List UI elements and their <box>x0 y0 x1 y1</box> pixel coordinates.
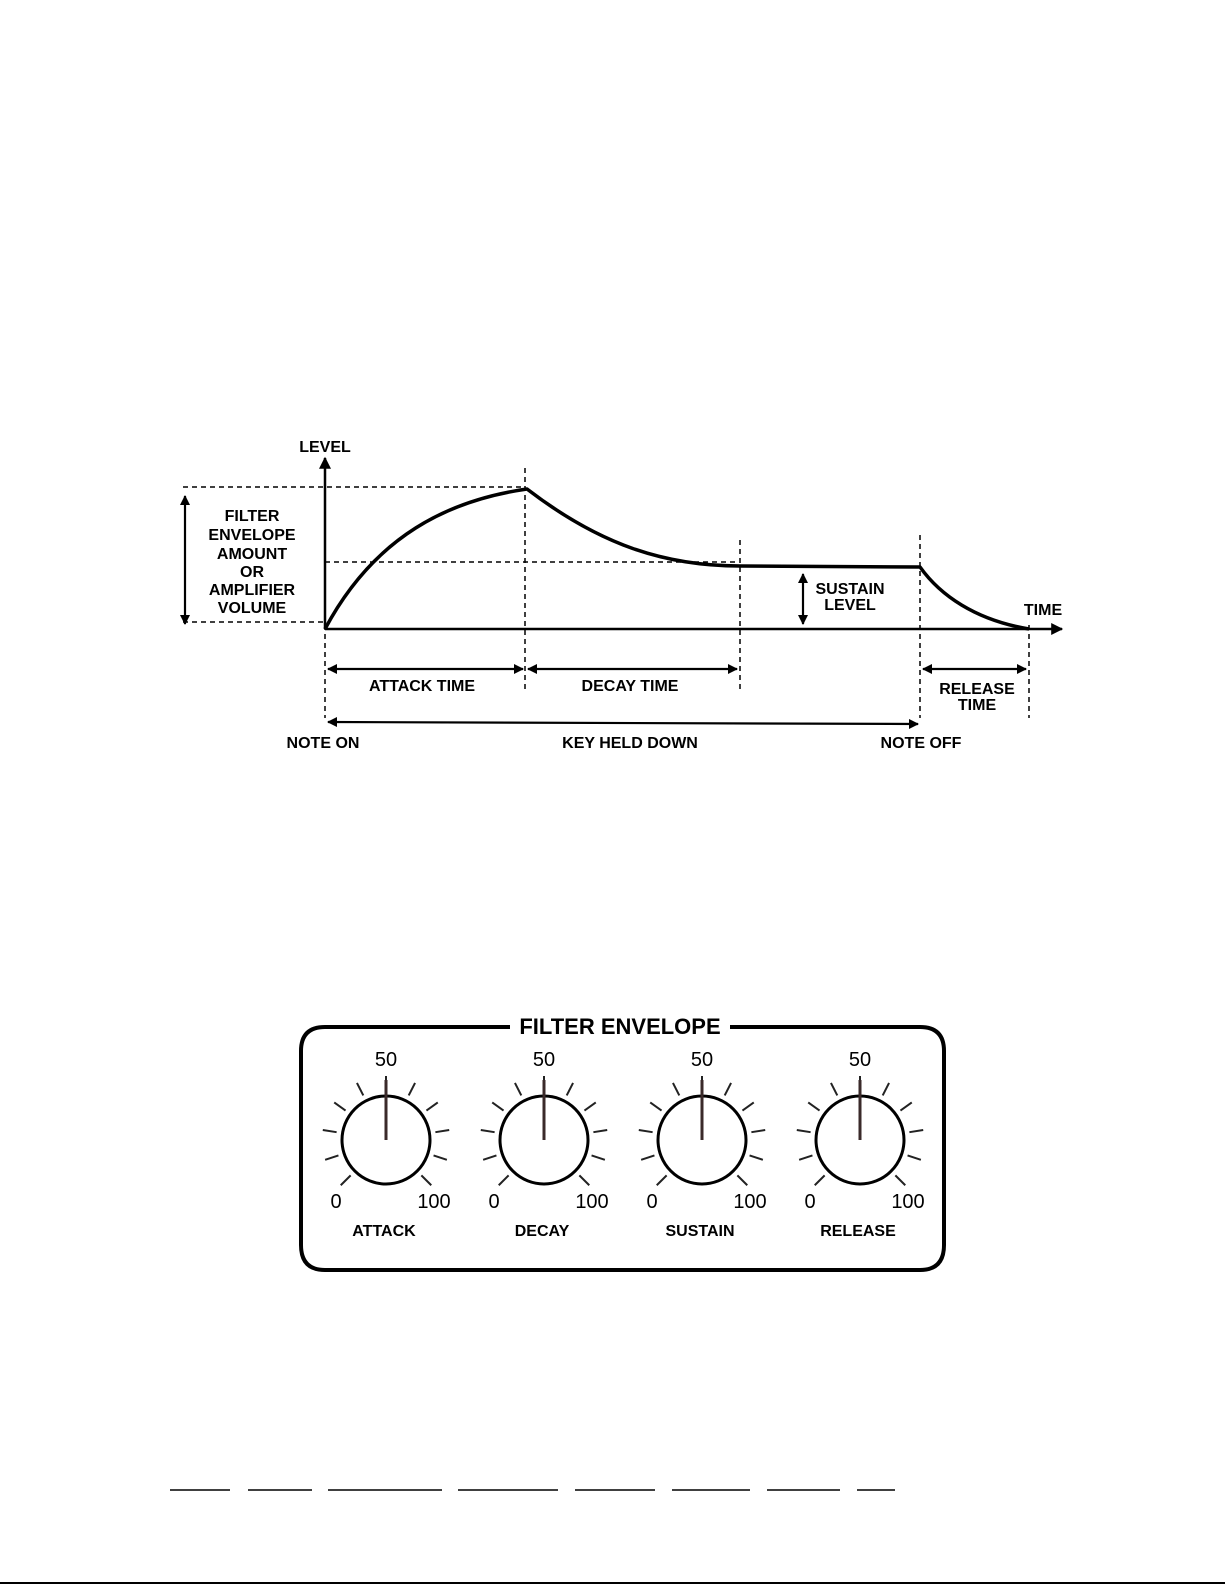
amount-label-line: ENVELOPE <box>208 527 296 544</box>
knob-tick <box>797 1130 811 1132</box>
amount-label-line: AMOUNT <box>216 546 288 563</box>
knob-label: SUSTAIN <box>665 1223 735 1240</box>
knob-scale-max: 100 <box>417 1191 451 1213</box>
knob-tick <box>808 1102 819 1110</box>
note-on-label: NOTE ON <box>286 735 360 752</box>
key-held-down-label: KEY HELD DOWN <box>562 735 698 752</box>
knob-tick <box>334 1102 345 1110</box>
adsr-diagram <box>183 439 1062 752</box>
attack-time-label: ATTACK TIME <box>368 678 476 695</box>
knob-tick <box>421 1175 431 1185</box>
knob-label: RELEASE <box>820 1223 896 1240</box>
knob-sustain[interactable] <box>639 1049 767 1240</box>
knob-scale-min: 0 <box>646 1191 658 1213</box>
knob-tick <box>908 1155 921 1159</box>
knob-decay[interactable] <box>481 1049 609 1240</box>
amount-label <box>208 508 295 617</box>
knob-tick <box>742 1102 753 1110</box>
knob-tick <box>435 1130 449 1132</box>
knob-tick <box>725 1083 731 1095</box>
knob-tick <box>799 1155 812 1159</box>
release-time-label <box>939 681 1015 714</box>
panel-title: FILTER ENVELOPE <box>519 1014 721 1039</box>
knob-tick <box>483 1155 496 1159</box>
knob-tick <box>657 1175 667 1185</box>
footer-rules <box>0 1490 1225 1583</box>
knob-attack[interactable] <box>323 1049 451 1240</box>
sustain-level-label <box>815 581 884 614</box>
knob-tick <box>895 1175 905 1185</box>
knob-tick <box>673 1083 679 1095</box>
knob-tick <box>883 1083 889 1095</box>
amount-label-line: AMPLIFIER <box>208 582 296 599</box>
envelope-curve <box>325 489 1029 629</box>
key-held-arrow <box>328 722 918 724</box>
knob-tick <box>499 1175 509 1185</box>
amount-label-line: OR <box>240 564 264 581</box>
knob-tick <box>409 1083 415 1095</box>
knob-scale-min: 0 <box>330 1191 342 1213</box>
knob-tick <box>592 1155 605 1159</box>
knob-scale-max: 100 <box>891 1191 925 1213</box>
time-axis-label: TIME <box>1023 602 1063 619</box>
amount-label-line: VOLUME <box>217 600 287 617</box>
knob-tick <box>341 1175 351 1185</box>
sustain-label-line: LEVEL <box>824 597 876 614</box>
release-label-line: TIME <box>957 697 997 714</box>
knob-tick <box>909 1130 923 1132</box>
decay-time-label: DECAY TIME <box>581 678 679 695</box>
knob-tick <box>641 1155 654 1159</box>
knob-tick <box>831 1083 837 1095</box>
knob-scale-min: 0 <box>488 1191 500 1213</box>
knob-tick <box>323 1130 337 1132</box>
knob-tick <box>750 1155 763 1159</box>
knob-tick <box>900 1102 911 1110</box>
knob-tick <box>515 1083 521 1095</box>
knob-tick <box>492 1102 503 1110</box>
knob-tick <box>434 1155 447 1159</box>
knob-release[interactable] <box>797 1049 925 1240</box>
filter-envelope-panel <box>301 1014 944 1270</box>
knob-tick <box>737 1175 747 1185</box>
knob-tick <box>426 1102 437 1110</box>
knob-scale-mid: 50 <box>374 1049 398 1071</box>
knob-row <box>323 1049 925 1240</box>
knob-scale-mid: 50 <box>532 1049 556 1071</box>
sustain-label-line: SUSTAIN <box>815 581 885 598</box>
amount-label-line: FILTER <box>224 508 280 525</box>
knob-label: ATTACK <box>352 1223 416 1240</box>
note-off-label: NOTE OFF <box>880 735 962 752</box>
knob-scale-min: 0 <box>804 1191 816 1213</box>
knob-tick <box>650 1102 661 1110</box>
knob-scale-max: 100 <box>575 1191 609 1213</box>
knob-tick <box>751 1130 765 1132</box>
knob-tick <box>639 1130 653 1132</box>
knob-scale-mid: 50 <box>690 1049 714 1071</box>
knob-tick <box>579 1175 589 1185</box>
knob-tick <box>325 1155 338 1159</box>
knob-tick <box>815 1175 825 1185</box>
knob-tick <box>357 1083 363 1095</box>
knob-tick <box>567 1083 573 1095</box>
knob-scale-mid: 50 <box>848 1049 872 1071</box>
release-label-line: RELEASE <box>939 681 1015 698</box>
knob-label: DECAY <box>514 1223 570 1240</box>
knob-tick <box>481 1130 495 1132</box>
knob-scale-max: 100 <box>733 1191 767 1213</box>
level-axis-label: LEVEL <box>299 439 351 456</box>
knob-tick <box>593 1130 607 1132</box>
knob-tick <box>584 1102 595 1110</box>
